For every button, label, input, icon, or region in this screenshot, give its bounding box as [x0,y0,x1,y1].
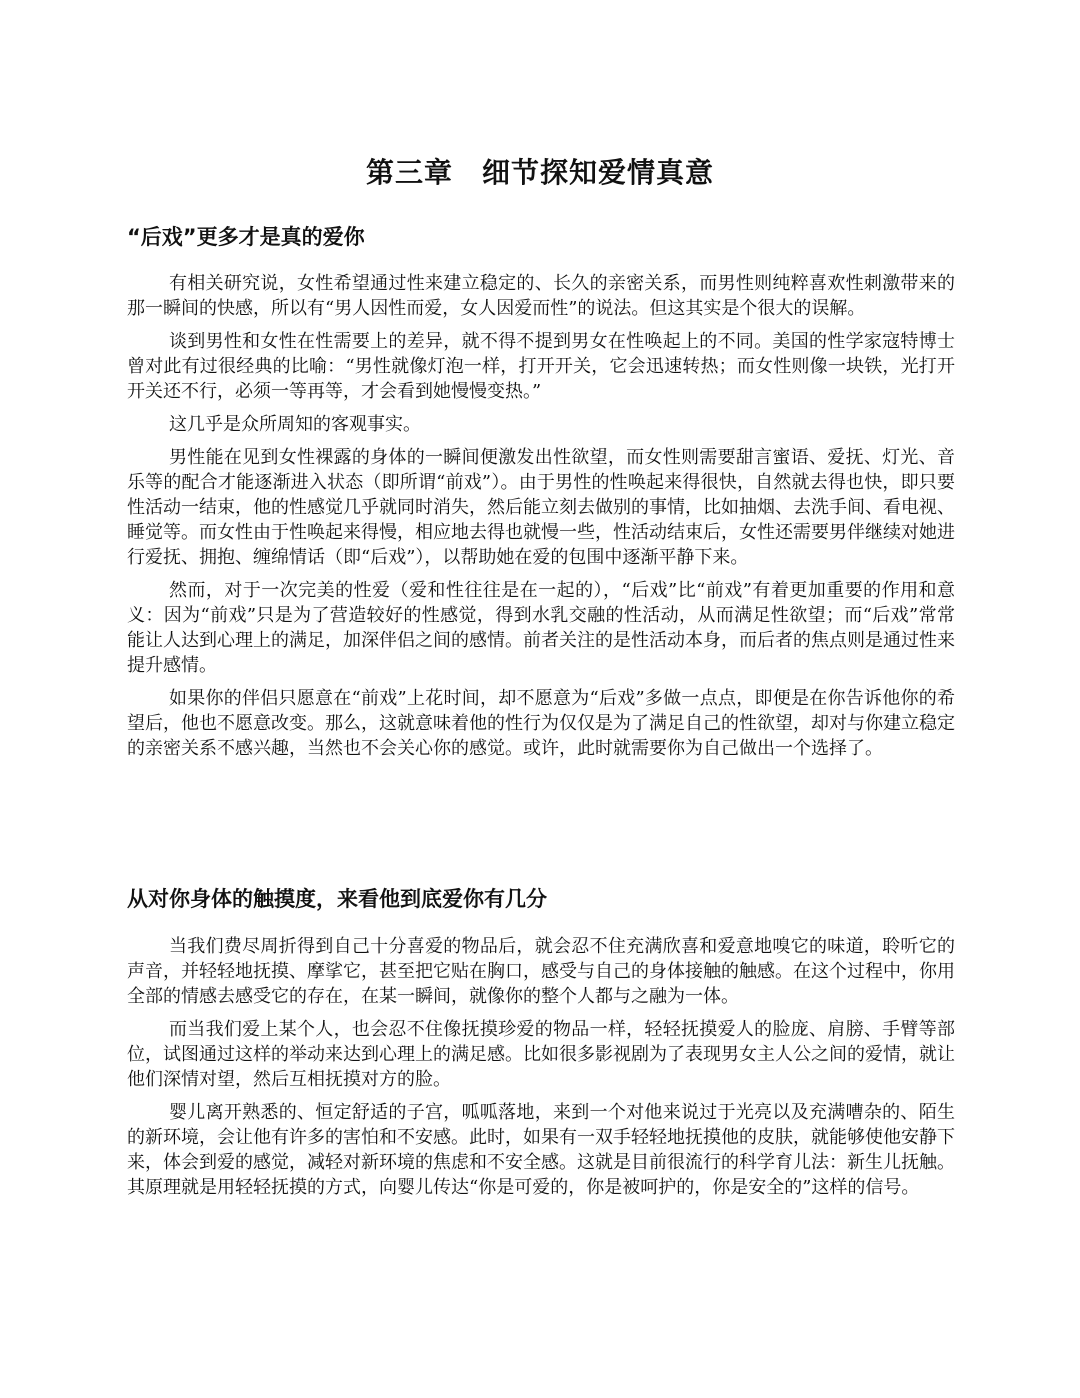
paragraph: 婴儿离开熟悉的、恒定舒适的子宫，呱呱落地，来到一个对他来说过于光亮以及充满嘈杂的、陌生的新环境，会让他有许多的害怕和不安感。此时，如果有一双手轻轻地抚摸他的皮肤，就能够使他安静下来，体会到爱的感觉，减轻对新环境的焦虑和不安全感。这就是目前很流行的科学育儿法：新生儿抚触。其原理就是用轻轻抚摸的方式，向婴儿传达“你是可爱的，你是被呵护的，你是安全的”这样的信号。 [127,1102,955,1198]
paragraph: 这几乎是众所周知的客观事实。 [169,414,421,435]
paragraph: 如果你的伴侣只愿意在“前戏”上花时间，却不愿意为“后戏”多做一点点，即便是在你告诉他你的希望后，他也不愿意改变。那么，这就意味着他的性行为仅仅是为了满足自己的性欲望，却对与你建立稳定的亲密关系不感兴趣，当然也不会关心你的感觉。或许，此时就需要你为自己做出一个选择了。 [127,688,955,759]
paragraph: 有相关研究说，女性希望通过性来建立稳定的、长久的亲密关系，而男性则纯粹喜欢性刺激带来的那一瞬间的快感，所以有“男人因性而爱，女人因爱而性”的说法。但这其实是个很大的误解。 [127,273,955,319]
paragraph: 谈到男性和女性在性需要上的差异，就不得不提到男女在性唤起上的不同。美国的性学家寇特博士曾对此有过很经典的比喻：“男性就像灯泡一样，打开开关，它会迅速转热；而女性则像一块铁，光打开开关还不行，必须一等再等，才会看到她慢慢变热。” [127,331,955,402]
paragraph: 当我们费尽周折得到自己十分喜爱的物品后，就会忍不住充满欣喜和爱意地嗅它的味道，聆听它的声音，并轻轻地抚摸、摩挲它，甚至把它贴在胸口，感受与自己的身体接触的触感。在这个过程中，你用全部的情感去感受它的存在，在某一瞬间，就像你的整个人都与之融为一体。 [127,936,955,1007]
section-body-afterplay [127,271,955,769]
section-body-touch [127,934,955,1208]
paragraph: 然而，对于一次完美的性爱（爱和性往往是在一起的），“后戏”比“前戏”有着更加重要的作用和意义：因为“前戏”只是为了营造较好的性感觉，得到水乳交融的性活动，从而满足性欲望；而“后戏”常常能让人达到心理上的满足，加深伴侣之间的感情。前者关注的是性活动本身，而后者的焦点则是通过性来提升感情。 [127,580,955,676]
section-heading-touch: 从对你身体的触摸度，来看他到底爱你有几分 [127,887,547,911]
section-heading-afterplay: “后戏”更多才是真的爱你 [127,225,365,249]
paragraph: 而当我们爱上某个人，也会忍不住像抚摸珍爱的物品一样，轻轻抚摸爱人的脸庞、肩膀、手臂等部位，试图通过这样的举动来达到心理上的满足感。比如很多影视剧为了表现男女主人公之间的爱情，就让他们深情对望，然后互相抚摸对方的脸。 [127,1019,955,1090]
paragraph: 男性能在见到女性裸露的身体的一瞬间便激发出性欲望，而女性则需要甜言蜜语、爱抚、灯光、音乐等的配合才能逐渐进入状态（即所谓“前戏”）。由于男性的性唤起来得很快，自然就去得也快，即只要性活动一结束，他的性感觉几乎就同时消失，然后能立刻去做别的事情，比如抽烟、去洗手间、看电视、睡觉等。而女性由于性唤起来得慢，相应地去得也就慢一些，性活动结束后，女性还需要男伴继续对她进行爱抚、拥抱、缠绵情话（即“后戏”），以帮助她在爱的包围中逐渐平静下来。 [127,447,955,568]
chapter-title: 第三章 细节探知爱情真意 [365,156,714,189]
